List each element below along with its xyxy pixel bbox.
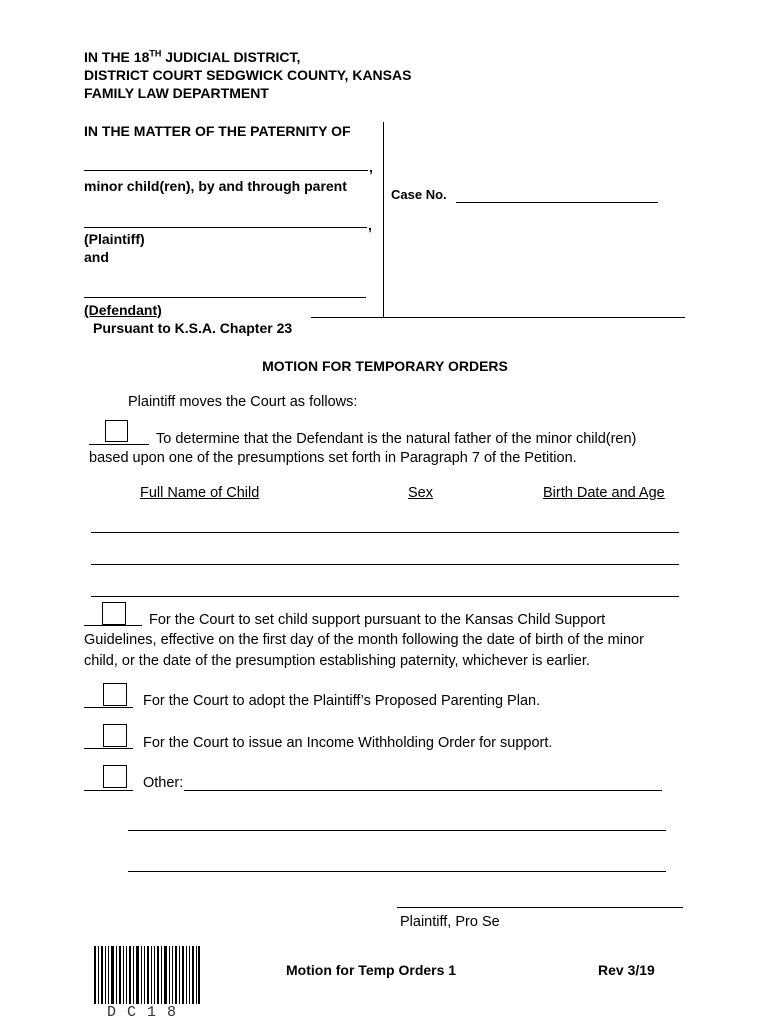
item4-blank-line — [84, 748, 133, 749]
caption-divider — [383, 122, 384, 317]
child-name-line[interactable] — [84, 170, 368, 171]
plaintiff-name-line[interactable] — [84, 227, 367, 228]
barcode — [94, 946, 200, 1006]
item5-checkbox[interactable] — [103, 765, 127, 788]
item3-checkbox[interactable] — [103, 683, 127, 706]
barcode-graphic — [94, 946, 200, 1006]
other-line-2[interactable] — [128, 830, 666, 831]
header-full-name: Full Name of Child — [140, 485, 260, 501]
child-row-line-3[interactable] — [91, 596, 679, 597]
item4-checkbox[interactable] — [103, 724, 127, 747]
item3-text: For the Court to adopt the Plaintiff’s Proposed Parenting Plan. — [143, 693, 541, 709]
item2-checkbox[interactable] — [102, 602, 126, 625]
item3-blank-line — [84, 707, 133, 708]
child-row-line-2[interactable] — [91, 564, 679, 565]
case-no-label: Case No. — [391, 187, 447, 202]
item1-blank-line — [89, 444, 149, 445]
item1-text-line2: based upon one of the presumptions set forth in Paragraph 7 of the Petition. — [89, 450, 577, 466]
court-line-1: IN THE 18TH JUDICIAL DISTRICT, — [84, 48, 301, 65]
caption-rule — [311, 317, 685, 318]
court-line-3: FAMILY LAW DEPARTMENT — [84, 85, 269, 101]
document-title: MOTION FOR TEMPORARY ORDERS — [262, 358, 508, 374]
other-line-3[interactable] — [128, 871, 666, 872]
signature-label: Plaintiff, Pro Se — [400, 914, 500, 930]
case-no-field[interactable] — [456, 202, 658, 203]
caption-and: and — [84, 249, 109, 265]
item4-text: For the Court to issue an Income Withholding Order for support. — [143, 735, 553, 751]
item5-blank-line — [84, 790, 133, 791]
item5-text: Other: — [143, 775, 184, 791]
caption-comma-2: , — [368, 217, 372, 233]
item2-blank-line — [84, 625, 142, 626]
header-birth-date: Birth Date and Age — [543, 485, 665, 501]
caption-matter: IN THE MATTER OF THE PATERNITY OF — [84, 123, 351, 139]
item2-text-line1: For the Court to set child support pursuant to the Kansas Child Support — [149, 612, 606, 628]
intro-text: Plaintiff moves the Court as follows: — [128, 394, 358, 410]
caption-comma-1: , — [369, 159, 373, 175]
child-row-line-1[interactable] — [91, 532, 679, 533]
footer-title: Motion for Temp Orders 1 — [286, 962, 457, 978]
caption-plaintiff: (Plaintiff) — [84, 231, 145, 247]
caption-minor: minor child(ren), by and through parent — [84, 178, 347, 194]
defendant-name-line[interactable] — [84, 297, 366, 298]
caption-defendant: (Defendant) — [84, 302, 162, 318]
other-line-1[interactable] — [184, 790, 662, 791]
caption-pursuant: Pursuant to K.S.A. Chapter 23 — [93, 320, 293, 336]
court-line-2: DISTRICT COURT SEDGWICK COUNTY, KANSAS — [84, 67, 412, 83]
item1-checkbox[interactable] — [105, 420, 128, 442]
signature-line[interactable] — [397, 907, 683, 908]
header-sex: Sex — [408, 485, 433, 501]
item2-text-line2: Guidelines, effective on the first day of the month following the date of birth of the minor — [84, 632, 644, 648]
footer-rev: Rev 3/19 — [598, 962, 655, 978]
barcode-text: DC18 — [94, 1004, 200, 1022]
court-header — [84, 48, 411, 102]
item1-text-line1: To determine that the Defendant is the natural father of the minor child(ren) — [156, 431, 637, 447]
item2-text-line3: child, or the date of the presumption establishing paternity, whichever is earlier. — [84, 653, 590, 669]
